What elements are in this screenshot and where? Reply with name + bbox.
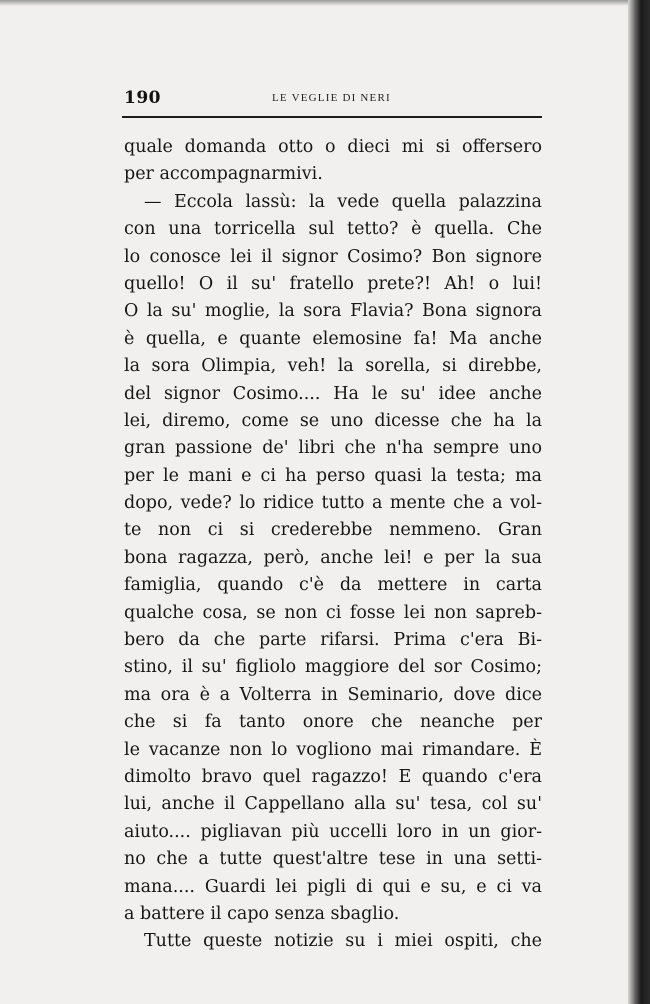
text-line: è quella, e quante elemosine fa! Ma anche [124,328,542,349]
text-line: per le mani e ci ha perso quasi la testa; ma [124,465,542,486]
text-line: famiglia, quando c'è da mettere in carta [124,575,542,596]
running-title: LE VEGLIE DI NERI [272,92,391,104]
text-line: con una torricella sul tetto? è quella. Che [124,219,542,240]
page-number: 190 [124,88,161,108]
text-line: lei, diremo, come se uno dicesse che ha la [124,410,542,431]
text-line: — Eccola lassù: la vede quella palazzina [144,191,542,212]
text-line: a battere il capo senza sbaglio. [124,903,400,924]
text-line: no che a tutte quest'altre tese in una setti- [124,849,542,870]
text-line: bero da che parte rifarsi. Prima c'era Bi- [124,630,542,651]
text-line: gran passione de' libri che n'ha sempre uno [124,438,542,459]
text-line: mana.... Guardi lei pigli di qui e su, e ci va [124,876,542,897]
text-line: qualche cosa, se non ci fosse lei non sapreb- [124,602,542,623]
text-line: quello! O il su' fratello prete?! Ah! o lui! [124,273,542,294]
text-line: Tutte queste notizie su i miei ospiti, che [144,931,542,952]
body-text [124,134,542,956]
text-line: stino, il su' figliolo maggiore del sor Cosimo; [124,657,542,678]
text-line: ma ora è a Volterra in Seminario, dove dice [124,684,542,705]
header-rule [122,116,542,118]
text-line: del signor Cosimo.... Ha le su' idee anche [124,383,542,404]
text-line: le vacanze non lo vogliono mai rimandare. È [124,739,542,760]
text-line: quale domanda otto o dieci mi si offersero [124,137,542,157]
page-binding-edge [628,0,650,1004]
page-header [124,88,542,110]
text-line: aiuto.... pigliavan più uccelli loro in un gior- [124,821,542,842]
text-line: te non ci si crederebbe nemmeno. Gran [124,520,542,541]
text-line: per accompagnarmivi. [124,164,323,185]
text-line: bona ragazza, però, anche lei! e per la sua [124,547,542,568]
text-line: dopo, vede? lo ridice tutto a mente che a vol- [124,493,542,514]
text-line: la sora Olimpia, veh! la sorella, si direbbe, [124,356,542,377]
text-line: dimolto bravo quel ragazzo! E quando c'era [124,766,542,787]
page-top-shadow [0,0,650,6]
text-line: lo conosce lei il signor Cosimo? Bon signore [124,246,542,267]
text-line: O la su' moglie, la sora Flavia? Bona signora [124,301,542,322]
text-line: lui, anche il Cappellano alla su' tesa, col su' [124,794,542,815]
text-line: che si fa tanto onore che neanche per [124,712,542,733]
